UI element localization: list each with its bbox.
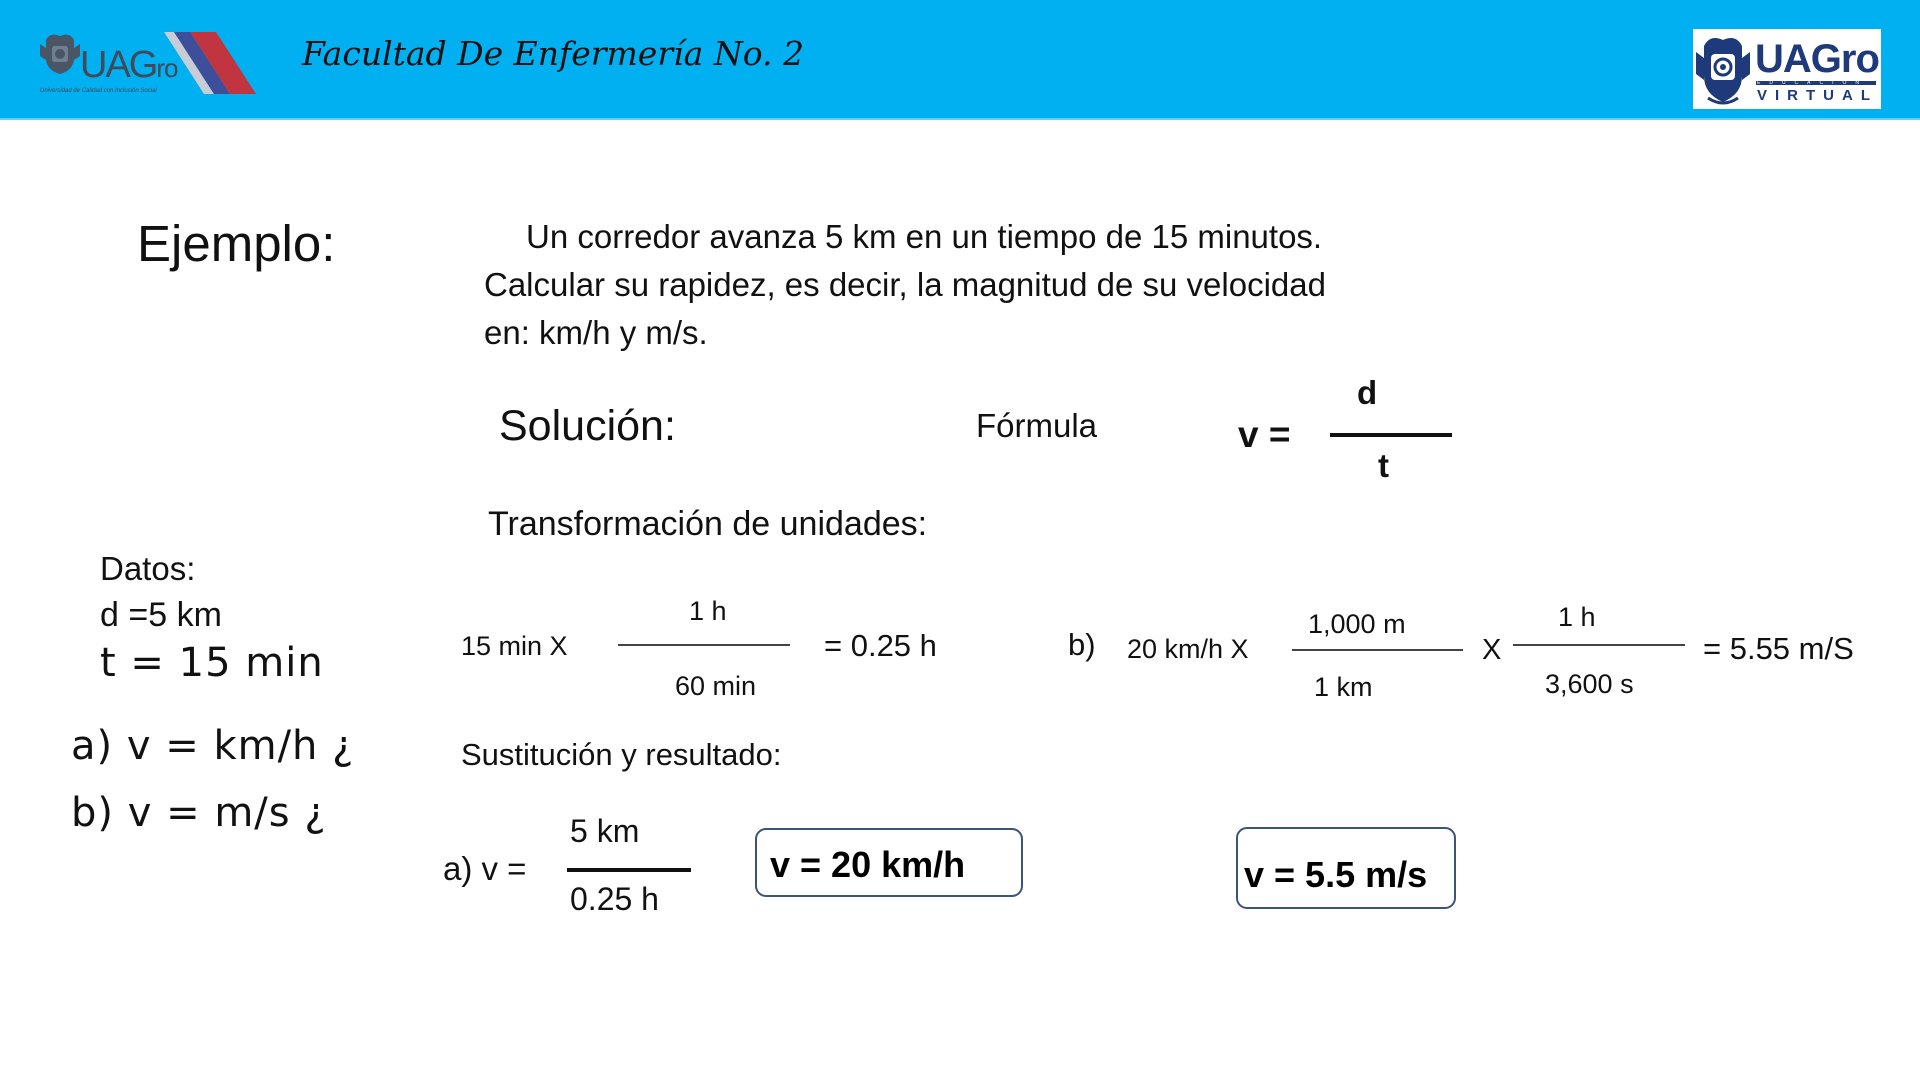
faculty-title: Facultad De Enfermería No. 2 — [302, 34, 804, 73]
logo-tagline: Universidad de Calidad con Inclusión Social — [40, 88, 157, 94]
logo-wordmark: UAGro — [1755, 37, 1879, 81]
result-box-a — [755, 828, 1023, 897]
header-bar — [0, 0, 1920, 118]
substitution-heading: Sustitución y resultado: — [461, 737, 782, 772]
data-heading: Datos: — [100, 550, 196, 587]
unit-conversion-heading: Transformación de unidades: — [488, 505, 928, 543]
university-crest-icon — [40, 32, 80, 76]
formula-lhs: v = — [1238, 414, 1291, 455]
result-box-b — [1236, 827, 1456, 909]
conversion-b-left: 20 km/h X — [1127, 634, 1249, 664]
conversion-b-denominator-1: 1 km — [1314, 672, 1373, 702]
conversion-a-result: = 0.25 h — [824, 628, 937, 663]
conversion-b-numerator-2: 1 h — [1558, 602, 1596, 632]
problem-statement — [484, 213, 1326, 357]
conversion-b-numerator-1: 1,000 m — [1308, 609, 1406, 639]
example-heading: Ejemplo: — [137, 215, 336, 272]
statement-line: en: km/h y m/s. — [484, 314, 708, 351]
formula-numerator: d — [1357, 374, 1378, 411]
conversion-b-fraction-bar-1 — [1292, 649, 1463, 651]
data-distance: d =5 km — [100, 596, 222, 634]
conversion-b-denominator-2: 3,600 s — [1545, 669, 1634, 699]
university-crest-icon — [1696, 32, 1750, 106]
formula-label: Fórmula — [976, 407, 1098, 444]
substitution-a-denominator: 0.25 h — [570, 881, 659, 917]
logo-subtitle: EDUCACIÓN — [1757, 80, 1869, 86]
conversion-a-fraction-bar — [618, 644, 790, 646]
logo-stripes-icon — [164, 32, 264, 94]
substitution-a-numerator: 5 km — [570, 813, 640, 849]
uagro-virtual-logo — [1693, 29, 1881, 109]
result-a-text: v = 20 km/h — [770, 844, 966, 885]
result-b-text: v = 5.5 m/s — [1244, 854, 1428, 895]
formula-fraction-bar — [1330, 433, 1452, 437]
statement-line: Calcular su rapidez, es decir, la magnitud de su velocidad — [484, 266, 1326, 303]
data-time: t = 15 min — [100, 640, 324, 686]
conversion-b-times: X — [1482, 634, 1502, 666]
substitution-a-left: a) v = — [443, 850, 527, 887]
conversion-b-label: b) — [1068, 627, 1096, 662]
conversion-b-fraction-bar-2 — [1513, 644, 1685, 646]
conversion-a-denominator: 60 min — [675, 671, 757, 701]
logo-virtual-text: VIRTUAL — [1757, 87, 1878, 104]
formula-denominator: t — [1378, 447, 1389, 484]
question-b: b) v = m/s ¿ — [71, 790, 327, 836]
logo-wordmark: UAGro — [80, 44, 178, 86]
conversion-a-left: 15 min X — [461, 631, 568, 661]
statement-line: Un corredor avanza 5 km en un tiempo de 15 minutos. — [526, 218, 1323, 255]
conversion-b-result: = 5.55 m/S — [1703, 631, 1854, 666]
uagro-logo-left — [38, 30, 248, 98]
conversion-a-numerator: 1 h — [689, 596, 727, 626]
solution-heading: Solución: — [499, 402, 676, 450]
question-a: a) v = km/h ¿ — [71, 723, 355, 769]
substitution-a-fraction-bar — [567, 868, 691, 872]
